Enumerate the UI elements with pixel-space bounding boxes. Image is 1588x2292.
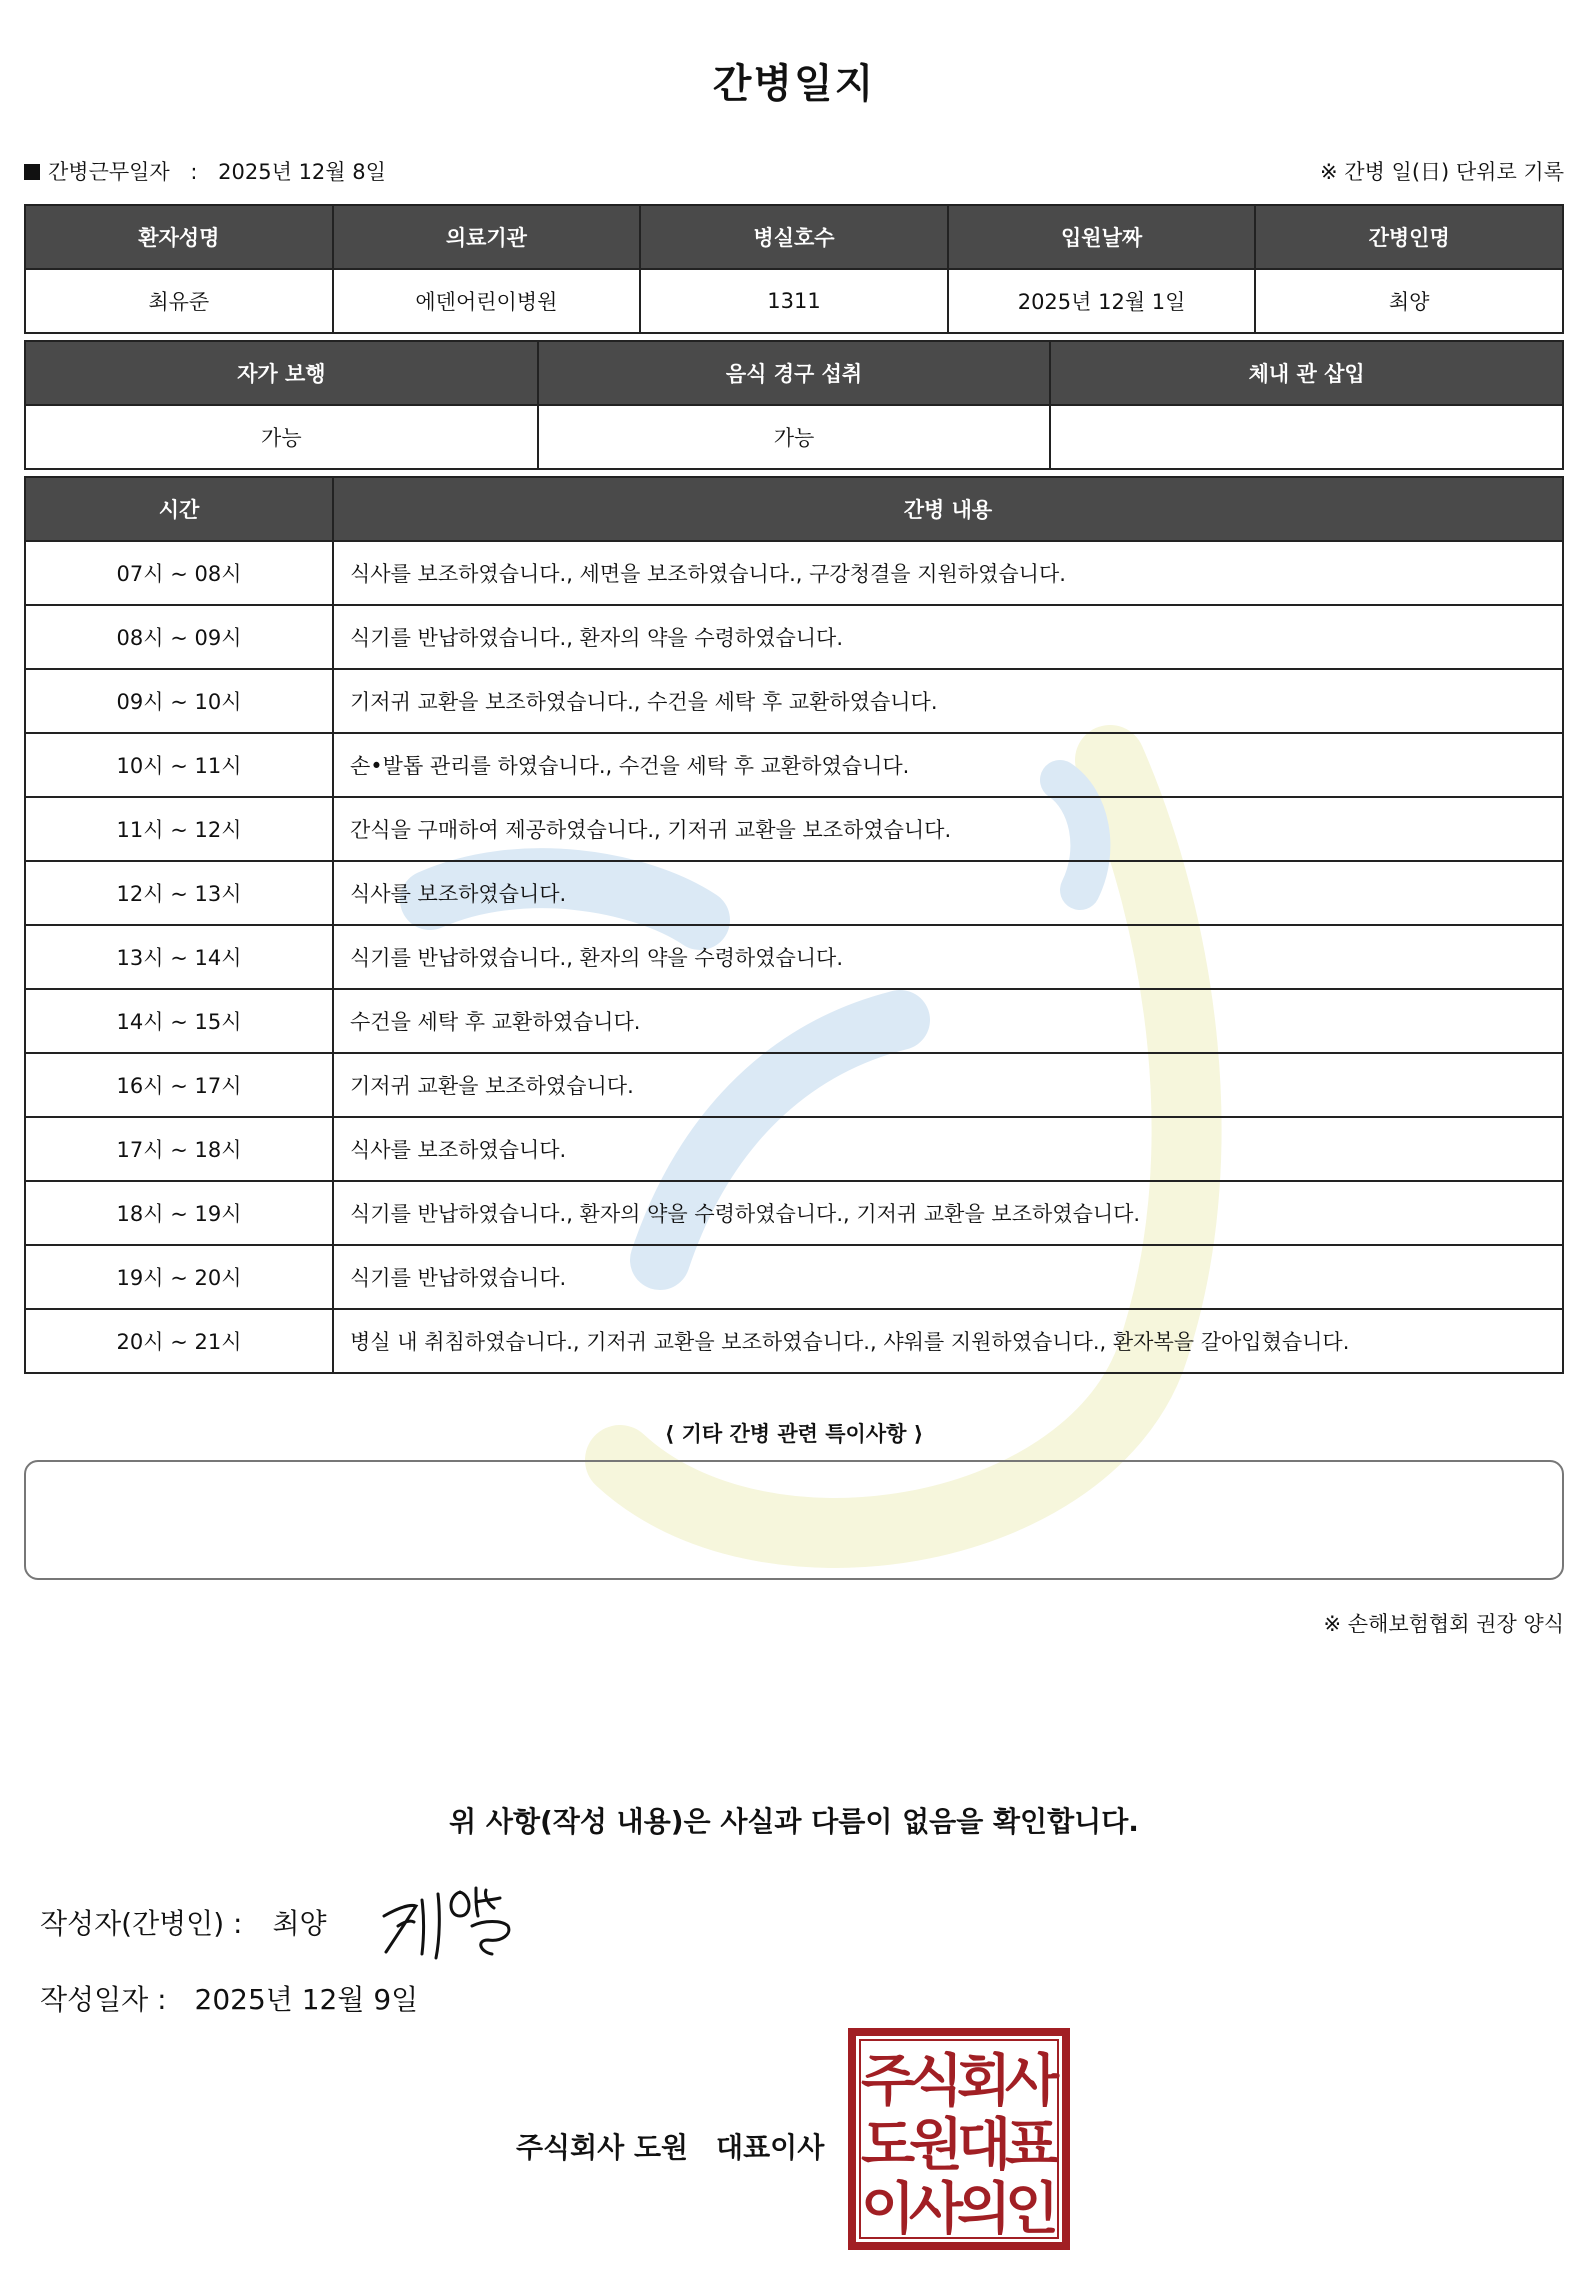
oral-intake-value: 가능: [538, 405, 1051, 469]
table-row: [25, 989, 1563, 1053]
patient-status-table: [24, 340, 1564, 470]
seal-character: 의: [956, 2177, 1012, 2242]
header-room-number: 병실호수: [640, 205, 948, 269]
time-cell: 17시 ~ 18시: [25, 1117, 333, 1181]
document-title: 간병일지: [712, 61, 876, 107]
header-admission-date: 입원날짜: [948, 205, 1256, 269]
table-row: [25, 605, 1563, 669]
table-row: [25, 733, 1563, 797]
content-cell: 기저귀 교환을 보조하였습니다., 수건을 세탁 후 교환하였습니다.: [333, 669, 1563, 733]
table-row: [25, 1053, 1563, 1117]
tube-insertion-value: [1050, 405, 1563, 469]
work-date-separator: :: [190, 160, 198, 184]
header-tube-insertion: 체내 관 삽입: [1050, 341, 1563, 405]
patient-info-table: [24, 204, 1564, 334]
seal-character: 사: [908, 2177, 964, 2242]
patient-status-header-row: [25, 341, 1563, 405]
seal-character: 식: [908, 2049, 964, 2114]
header-caregiver-name: 간병인명: [1255, 205, 1563, 269]
content-cell: 기저귀 교환을 보조하였습니다.: [333, 1053, 1563, 1117]
patient-info-value-row: [25, 269, 1563, 333]
content-cell: 식기를 반납하였습니다., 환자의 약을 수령하였습니다.: [333, 605, 1563, 669]
table-row: [25, 1181, 1563, 1245]
seal-character: 인: [1004, 2177, 1060, 2242]
time-cell: 07시 ~ 08시: [25, 541, 333, 605]
patient-name: 최유준: [25, 269, 333, 333]
header-care-content: 간병 내용: [333, 477, 1563, 541]
work-date-line: [24, 156, 386, 186]
seal-character: 원: [908, 2113, 964, 2178]
square-bullet-icon: [24, 164, 40, 180]
table-row: [25, 797, 1563, 861]
table-row: [25, 861, 1563, 925]
ceo-title: 대표이사: [716, 2131, 825, 2164]
time-cell: 10시 ~ 11시: [25, 733, 333, 797]
patient-info-header-row: [25, 205, 1563, 269]
content-cell: 간식을 구매하여 제공하였습니다., 기저귀 교환을 보조하였습니다.: [333, 797, 1563, 861]
content-cell: 수건을 세탁 후 교환하였습니다.: [333, 989, 1563, 1053]
writer-line: [40, 1902, 327, 1942]
written-date-label: 작성일자 :: [40, 1983, 167, 2016]
content-cell: 식사를 보조하였습니다., 세면을 보조하였습니다., 구강청결을 지원하였습니다.: [333, 541, 1563, 605]
caregiver-name: 최양: [1255, 269, 1563, 333]
time-cell: 11시 ~ 12시: [25, 797, 333, 861]
company-name: 주식회사 도원: [516, 2131, 689, 2164]
unit-note: ※ 간병 일(日) 단위로 기록: [1320, 160, 1564, 184]
time-cell: 19시 ~ 20시: [25, 1245, 333, 1309]
notes-box: [24, 1460, 1564, 1580]
care-log-header-row: [25, 477, 1563, 541]
table-row: [25, 541, 1563, 605]
time-cell: 18시 ~ 19시: [25, 1181, 333, 1245]
content-cell: 식사를 보조하였습니다.: [333, 861, 1563, 925]
work-date-label: 간병근무일자: [48, 160, 170, 184]
time-cell: 13시 ~ 14시: [25, 925, 333, 989]
seal-character: 회: [956, 2049, 1012, 2114]
form-note: ※ 손해보험협회 권장 양식: [1323, 1612, 1564, 1636]
content-cell: 손•발톱 관리를 하였습니다., 수건을 세탁 후 교환하였습니다.: [333, 733, 1563, 797]
admission-date: 2025년 12월 1일: [948, 269, 1256, 333]
time-cell: 14시 ~ 15시: [25, 989, 333, 1053]
patient-status-value-row: [25, 405, 1563, 469]
time-cell: 08시 ~ 09시: [25, 605, 333, 669]
seal-character: 표: [1004, 2113, 1060, 2178]
care-log-table: [24, 476, 1564, 1374]
time-cell: 12시 ~ 13시: [25, 861, 333, 925]
written-date-value: 2025년 12월 9일: [194, 1983, 419, 2016]
header-oral-intake: 음식 경구 섭취: [538, 341, 1051, 405]
header-patient-name: 환자성명: [25, 205, 333, 269]
seal-character: 사: [1004, 2049, 1060, 2114]
written-date-line: [40, 1978, 418, 2018]
self-walking-value: 가능: [25, 405, 538, 469]
writer-label: 작성자(간병인) :: [40, 1907, 243, 1940]
content-cell: 식기를 반납하였습니다., 환자의 약을 수령하였습니다., 기저귀 교환을 보조하였습니다.: [333, 1181, 1563, 1245]
header-self-walking: 자가 보행: [25, 341, 538, 405]
time-cell: 20시 ~ 21시: [25, 1309, 333, 1373]
table-row: [25, 1117, 1563, 1181]
table-row: [25, 1245, 1563, 1309]
notes-content: [26, 1462, 1562, 1490]
content-cell: 식기를 반납하였습니다., 환자의 약을 수령하였습니다.: [333, 925, 1563, 989]
header-time: 시간: [25, 477, 333, 541]
work-date-value: 2025년 12월 8일: [218, 160, 386, 184]
company-signature-line: [516, 2126, 824, 2166]
seal-character: 도: [860, 2113, 916, 2178]
writer-name: 최양: [272, 1907, 327, 1940]
notes-title: ⟨ 기타 간병 관련 특이사항 ⟩: [664, 1422, 924, 1446]
confirmation-statement: 위 사항(작성 내용)은 사실과 다름이 없음을 확인합니다.: [449, 1805, 1139, 1838]
seal-character: 대: [956, 2113, 1012, 2178]
content-cell: 병실 내 취침하였습니다., 기저귀 교환을 보조하였습니다., 샤워를 지원하였습니다., 환자복을 갈아입혔습니다.: [333, 1309, 1563, 1373]
content-cell: 식사를 보조하였습니다.: [333, 1117, 1563, 1181]
company-seal-stamp: [848, 2028, 1070, 2250]
table-row: [25, 1309, 1563, 1373]
table-row: [25, 669, 1563, 733]
content-cell: 식기를 반납하였습니다.: [333, 1245, 1563, 1309]
header-hospital: 의료기관: [333, 205, 641, 269]
time-cell: 09시 ~ 10시: [25, 669, 333, 733]
room-number: 1311: [640, 269, 948, 333]
time-cell: 16시 ~ 17시: [25, 1053, 333, 1117]
hospital-name: 에덴어린이병원: [333, 269, 641, 333]
table-row: [25, 925, 1563, 989]
seal-character: 이: [860, 2177, 916, 2242]
handwritten-signature: [376, 1882, 526, 1962]
seal-character: 주: [860, 2049, 916, 2114]
